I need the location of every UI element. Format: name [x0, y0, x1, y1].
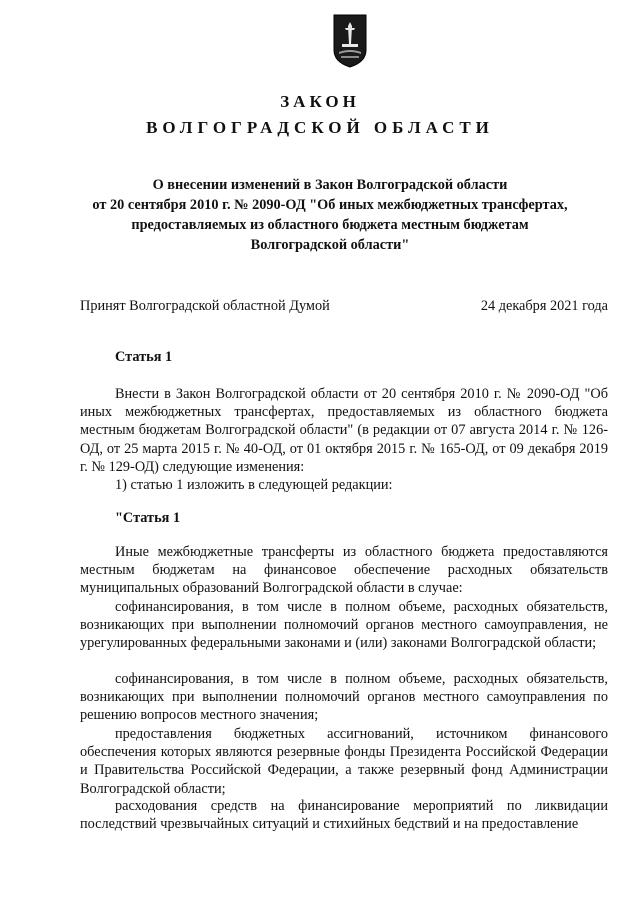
- quoted-paragraph-2: софинансирования, в том числе в полном объеме, расходных обязательств, возникающих при выполнении полномочий органов местного самоуправления, не урегулированных федеральными законами и (или) законами Волгоградской области;: [80, 599, 608, 652]
- quoted-article-heading: "Статья 1: [115, 510, 181, 526]
- article-1-item-1: 1) статью 1 изложить в следующей редакции:: [115, 477, 393, 493]
- law-title: ЗАКОН: [280, 92, 360, 111]
- quoted-paragraph-1: Иные межбюджетные трансферты из областного бюджета предоставляются местным бюджетам на финансовое обеспечение расходных обязательств муниципальных образований Волгоградской области в случае:: [80, 544, 608, 597]
- quoted-paragraph-5: расходования средств на финансирование мероприятий по ликвидации последствий чрезвычайных ситуаций и стихийных бедствий и на предоставление: [80, 798, 608, 833]
- article-1-intro: Внести в Закон Волгоградской области от 20 сентября 2010 г. № 2090-ОД "Об иных межбюджетных трансфертах, предоставляемых из областного бюджета местным бюджетам Волгоградской области" (в редакции от 07 августа 2014 г. № 126-ОД, от 25 марта 2015 г. № 40-ОД, от 01 октября 2015 г. № 165-ОД, от 09 декабря 2019 г. № 129-ОД) следующие изменения:: [80, 386, 608, 475]
- subject-line-4: Волгоградской области": [250, 237, 410, 253]
- quoted-paragraph-3: софинансирования, в том числе в полном объеме, расходных обязательств, возникающих при выполнении полномочий органов местного самоуправления по решению вопросов местного значения;: [80, 671, 608, 724]
- quoted-paragraph-4: предоставления бюджетных ассигнований, источником финансового обеспечения которых являются резервные фонды Президента Российской Федерации и Правительства Российской Федерации, а также резервный фонд Администрации Волгоградской области;: [80, 726, 608, 797]
- coat-of-arms-icon: [333, 14, 367, 68]
- subject-line-2: от 20 сентября 2010 г. № 2090-ОД "Об иных межбюджетных трансфертах,: [92, 197, 568, 213]
- article-1-heading: Статья 1: [115, 349, 173, 365]
- subject-line-1: О внесении изменений в Закон Волгоградской области: [152, 177, 508, 193]
- subject-line-3: предоставляемых из областного бюджета местным бюджетам: [131, 217, 529, 233]
- law-region-title: ВОЛГОГРАДСКОЙ ОБЛАСТИ: [146, 118, 494, 137]
- law-subject: [70, 175, 590, 255]
- adopted-by: Принят Волгоградской областной Думой: [80, 298, 330, 314]
- adoption-date: 24 декабря 2021 года: [480, 298, 608, 314]
